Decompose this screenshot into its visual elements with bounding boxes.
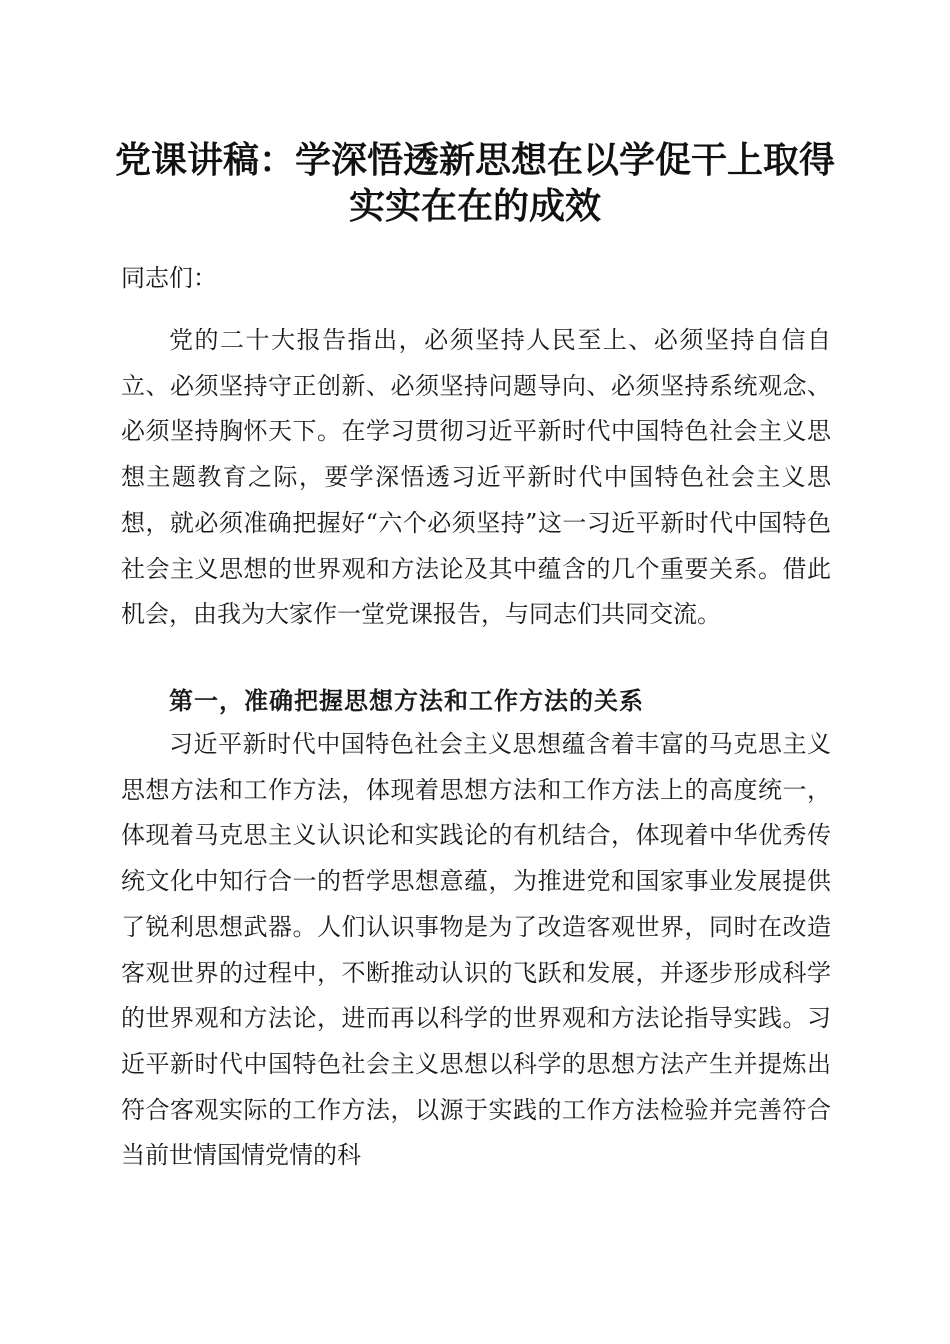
paragraph-section-1: 习近平新时代中国特色社会主义思想蕴含着丰富的马克思主义思想方法和工作方法，体现着思想方法和工作方法上的高度统一，体现着马克思主义认识论和实践论的有机结合，体现着中华优秀传统文化中知行合一的哲学思想意蕴，为推进党和国家事业发展提供了锐利思想武器。人们认识事物是为了改造客观世界，同时在改造客观世界的过程中，不断推动认识的飞跃和发展，并逐步形成科学的世界观和方法论，进而再以科学的世界观和方法论指导实践。习近平新时代中国特色社会主义思想以科学的思想方法产生并提炼出符合客观实际的工作方法，以源于实践的工作方法检验并完善符合当前世情国情党情的科 — [121, 730, 831, 1170]
document-title-line-1: 党课讲稿：学深悟透新思想在以学促干上取得 — [114, 139, 835, 181]
salutation: 同志们： — [121, 264, 217, 292]
document-title-line-2: 实实在在的成效 — [348, 185, 601, 227]
section-heading-1: 第一，准确把握思想方法和工作方法的关系 — [169, 686, 644, 715]
paragraph-intro: 党的二十大报告指出，必须坚持人民至上、必须坚持自信自立、必须坚持守正创新、必须坚持问题导向、必须坚持系统观念、必须坚持胸怀天下。在学习贯彻习近平新时代中国特色社会主义思想主题教育之际，要学深悟透习近平新时代中国特色社会主义思想，就必须准确把握好“六个必须坚持”这一习近平新时代中国特色社会主义思想的世界观和方法论及其中蕴含的几个重要关系。借此机会，由我为大家作一堂党课报告，与同志们共同交流。 — [121, 326, 831, 629]
